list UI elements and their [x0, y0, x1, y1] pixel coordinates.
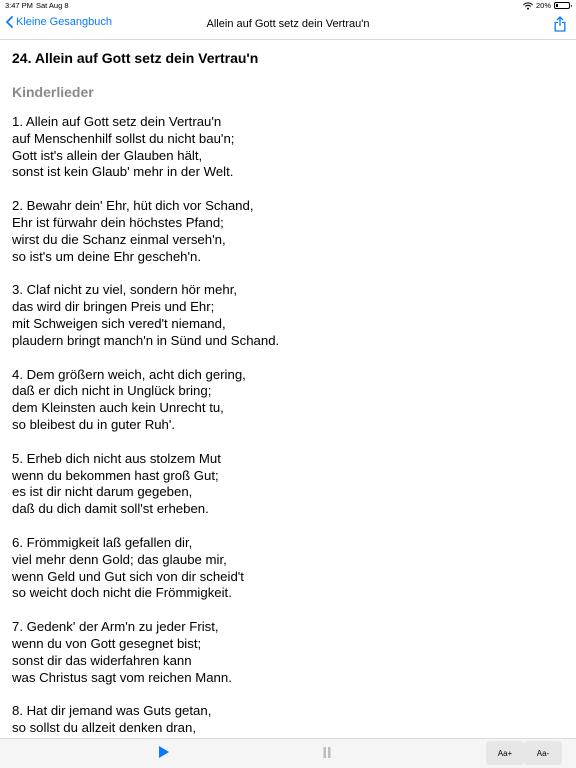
verse: 2. Bewahr dein' Ehr, hüt dich vor Schand, Ehr ist fürwahr dein höchstes Pfand; wirst du die Schanz einmal verseh'n, so ist's um deine Ehr gescheh'n. [12, 198, 254, 264]
song-title: 24. Allein auf Gott setz dein Vertrau'n [12, 50, 259, 66]
verse: 1. Allein auf Gott setz dein Vertrau'n auf Menschenhilf sollst du nicht bau'n; Gott ist's allein der Glauben hält, sonst ist kein Glaub' mehr in der Welt. [12, 114, 235, 180]
navigation-bar [0, 12, 576, 40]
status-date: Sat Aug 8 [36, 1, 69, 10]
bottom-toolbar [0, 738, 576, 768]
verse: 5. Erheb dich nicht aus stolzem Mut wenn du bekommen hast groß Gut; es ist dir nicht darum gegeben, daß du dich damit soll'st erheben. [12, 450, 221, 517]
page-title: Allein auf Gott setz dein Vertrau'n [206, 18, 370, 30]
verse: 6. Frömmigkeit laß gefallen dir, viel mehr denn Gold; das glaube mir, wenn Geld und Gut sich von dir scheid't so weicht doch nicht die Frömmigkeit. [12, 534, 244, 601]
wifi-icon [523, 2, 533, 10]
status-time: 3:47 PM [5, 1, 33, 10]
song-content [12, 46, 568, 754]
verse: 7. Gedenk' der Arm'n zu jeder Frist, wenn du von Gott gesegnet bist; sonst dir das widerfahren kann was Christus sagt vom reichen Mann. [12, 619, 232, 685]
play-icon [158, 745, 170, 759]
battery-fill [556, 4, 558, 7]
battery-icon [554, 2, 570, 9]
share-button[interactable] [554, 16, 566, 37]
status-bar [0, 0, 576, 12]
play-button[interactable] [158, 745, 170, 764]
verse: 8. Hat dir jemand was Guts getan, so sollst du allzeit denken dran, [12, 703, 212, 736]
verse-list [12, 114, 568, 737]
back-button-label: Kleine Gesangbuch [16, 16, 113, 28]
pause-button[interactable] [322, 746, 332, 764]
status-right [523, 1, 570, 10]
pause-icon [322, 746, 332, 759]
verse: 3. Claf nicht zu viel, sondern hör mehr, das wird dir bringen Preis und Ehr; mit Schweigen sich vered't niemand, plaudern bringt manch'n in Sünd und Schand. [12, 282, 280, 348]
font-increase-button[interactable]: Aa+ [486, 741, 524, 765]
song-category: Kinderlieder [12, 84, 94, 100]
share-icon [554, 16, 566, 32]
battery-percent: 20% [535, 1, 551, 10]
font-decrease-button[interactable]: Aa- [524, 741, 562, 765]
verse: 4. Dem größern weich, acht dich gering, daß er dich nicht in Unglück bring; dem Kleinsten auch kein Unrecht tu, so bleibest du in guter Ruh'. [12, 366, 246, 432]
